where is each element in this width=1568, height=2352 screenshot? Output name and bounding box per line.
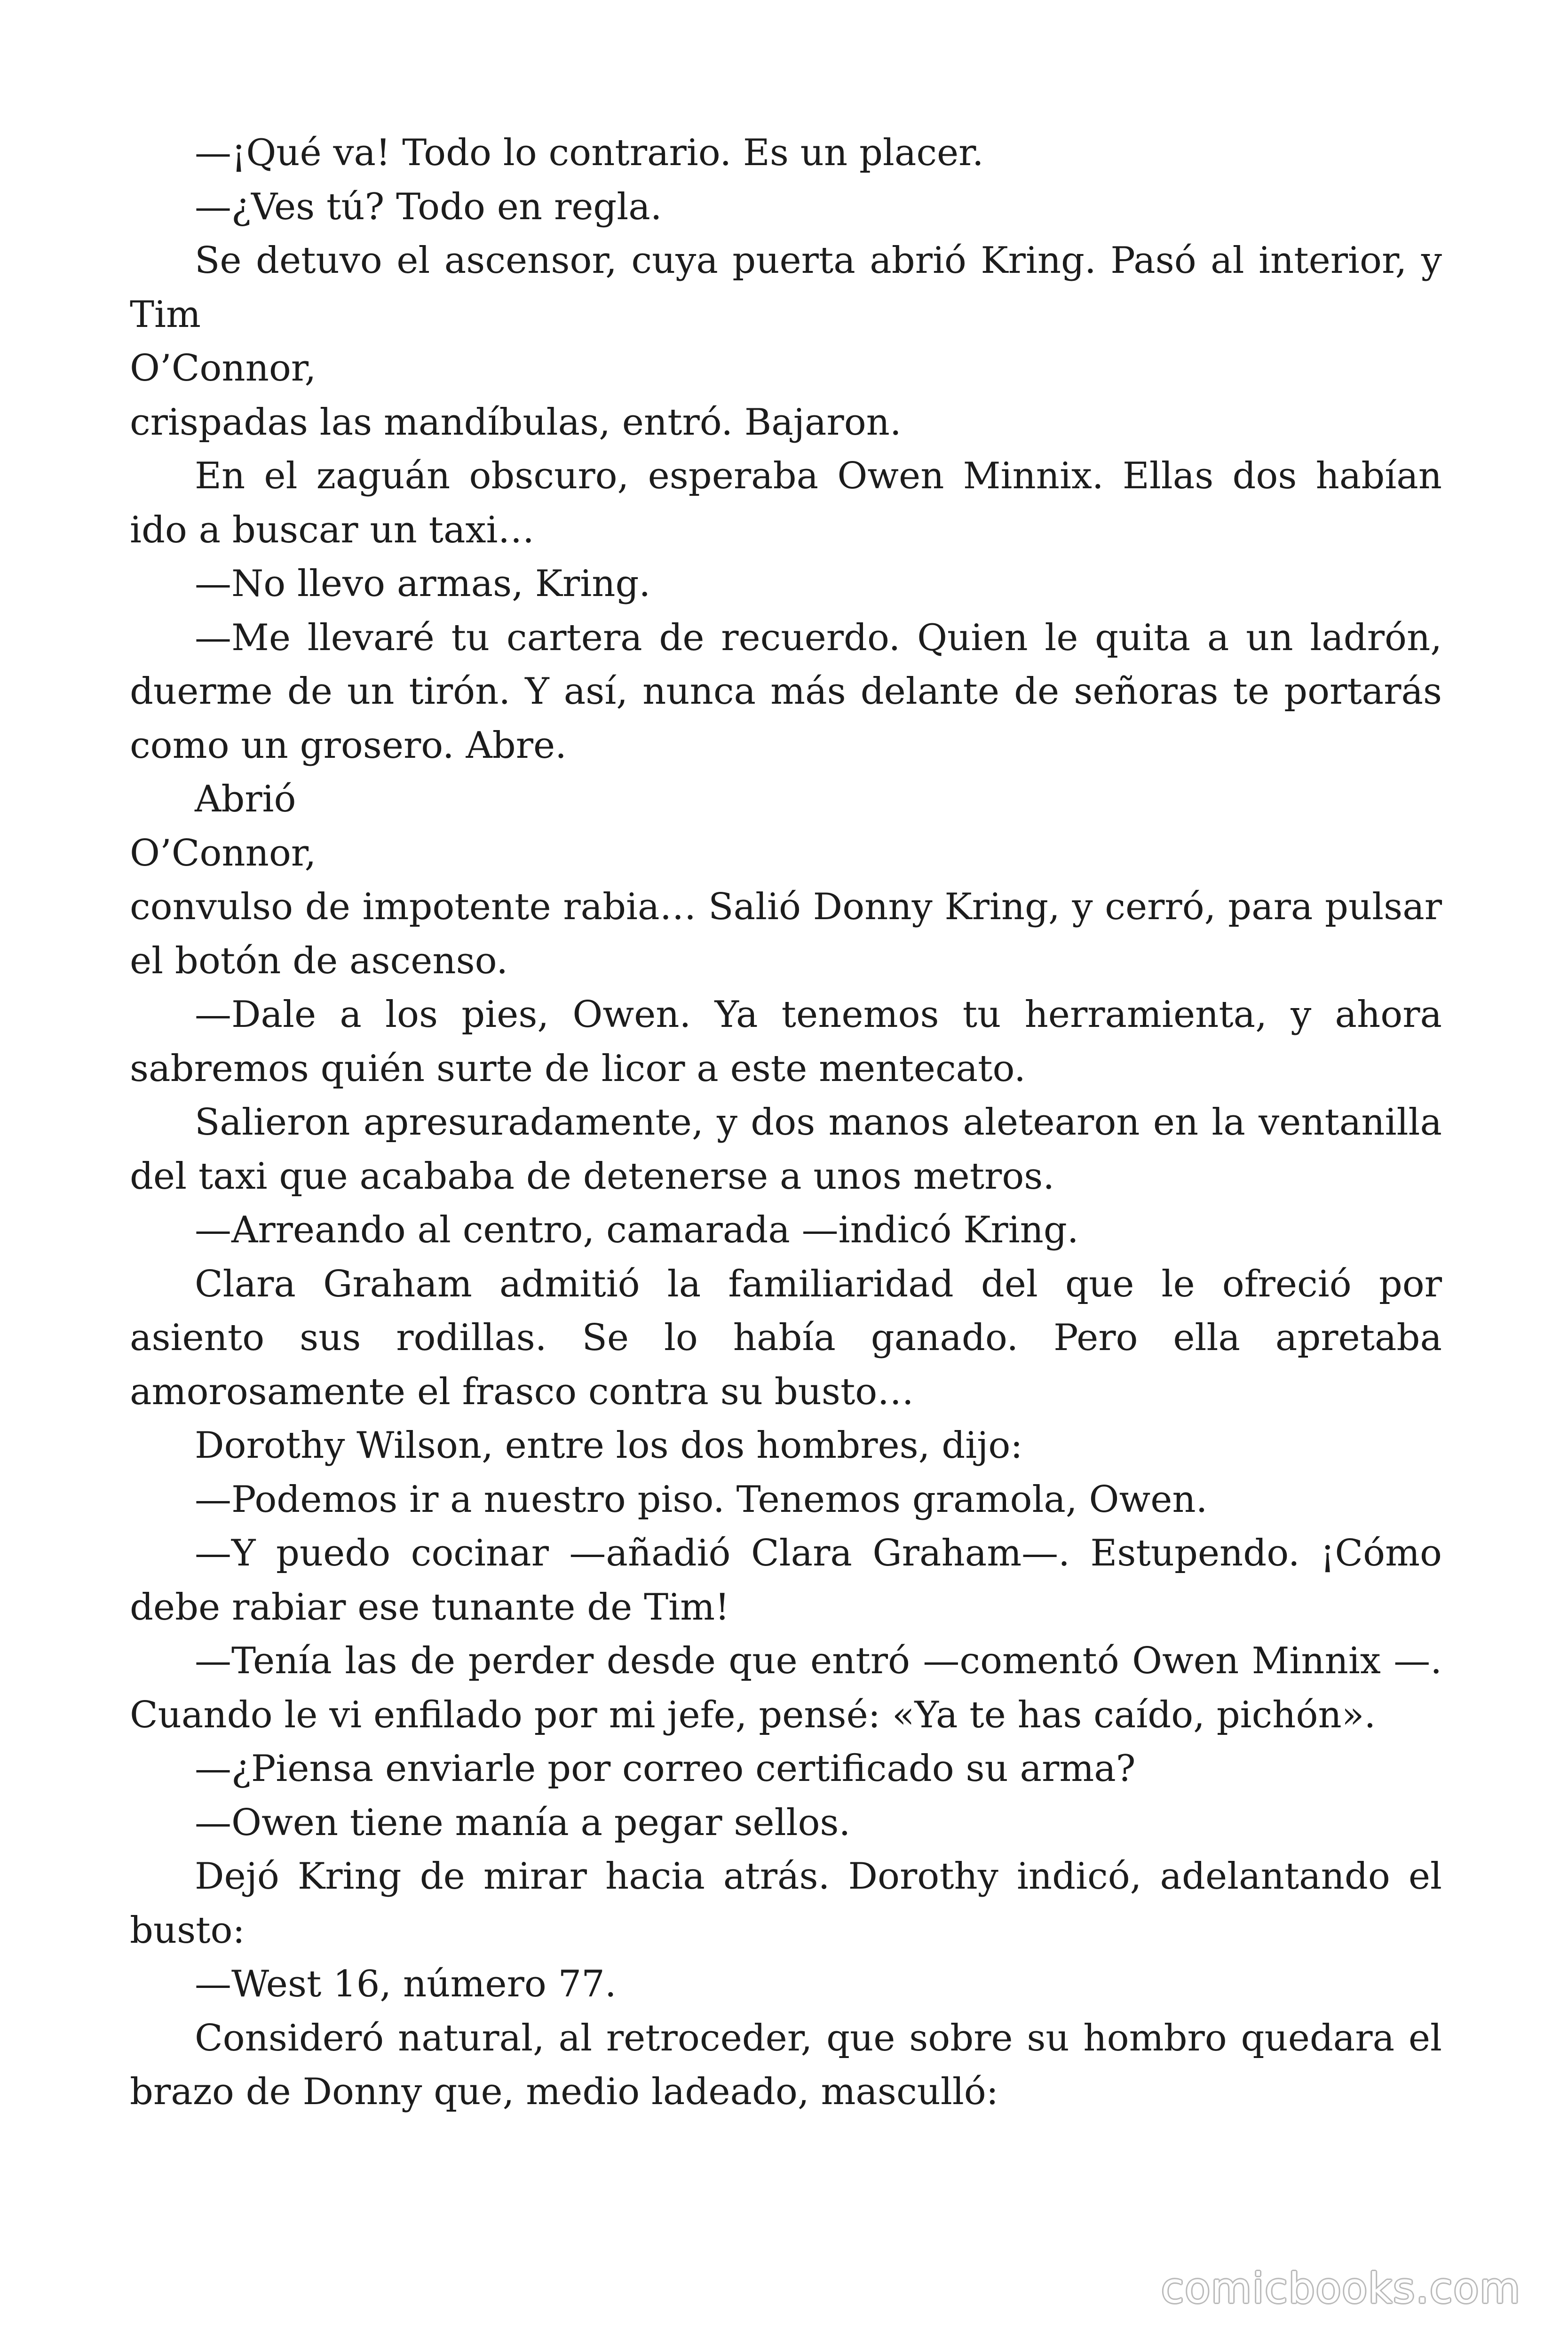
paragraph: Consideró natural, al retroceder, que sobre su hombro quedara el brazo de Donny que, medio ladeado, masculló: xyxy=(130,2017,1442,2113)
paragraph: Salieron apresuradamente, y dos manos aletearon en la ventanilla del taxi que acababa de detenerse a unos metros. xyxy=(130,1101,1442,1198)
paragraph: —Podemos ir a nuestro piso. Tenemos gramola, Owen. xyxy=(195,1478,1208,1521)
paragraph: O’Connor, xyxy=(130,347,317,389)
paragraph: —Me llevaré tu cartera de recuerdo. Quien le quita a un ladrón, duerme de un tirón. Y así, nunca más delante de señoras te portarás como un grosero. Abre. xyxy=(130,616,1442,767)
paragraph: —No llevo armas, Kring. xyxy=(195,563,651,605)
paragraph: Dorothy Wilson, entre los dos hombres, dijo: xyxy=(195,1424,1023,1467)
paragraph: Dejó Kring de mirar hacia atrás. Dorothy indicó, adelantando el busto: xyxy=(130,1855,1442,1952)
body-text xyxy=(130,126,1442,2119)
paragraph: —¡Qué va! Todo lo contrario. Es un placer. xyxy=(195,132,984,174)
paragraph: —Y puedo cocinar —añadió Clara Graham—. Estupendo. ¡Cómo debe rabiar ese tunante de Tim! xyxy=(130,1532,1442,1629)
paragraph: —Tenía las de perder desde que entró —comentó Owen Minnix —. Cuando le vi enfilado por mi jefe, pensé: «Ya te has caído, pichón». xyxy=(130,1640,1442,1736)
paragraph: —¿Ves tú? Todo en regla. xyxy=(195,185,662,228)
paragraph: Clara Graham admitió la familiaridad del que le ofreció por asiento sus rodillas. Se lo había ganado. Pero ella apretaba amorosamente el frasco contra su busto… xyxy=(130,1263,1442,1413)
paragraph: —Dale a los pies, Owen. Ya tenemos tu herramienta, y ahora sabremos quién surte de licor a este mentecato. xyxy=(130,993,1442,1090)
paragraph: —¿Piensa enviarle por correo certificado su arma? xyxy=(195,1748,1136,1790)
paragraph: —Owen tiene manía a pegar sellos. xyxy=(195,1801,851,1844)
paragraph: crispadas las mandíbulas, entró. Bajaron. xyxy=(130,401,902,444)
paragraph: O’Connor, xyxy=(130,832,317,874)
paragraph: Se detuvo el ascensor, cuya puerta abrió Kring. Pasó al interior, y Tim xyxy=(130,239,1442,336)
paragraph: —West 16, número 77. xyxy=(195,1963,617,2005)
paragraph: convulso de impotente rabia… Salió Donny Kring, y cerró, para pulsar el botón de ascenso. xyxy=(130,886,1442,982)
watermark-text: comicbooks.com xyxy=(1161,2264,1521,2312)
paragraph: Abrió xyxy=(195,778,296,820)
paragraph: —Arreando al centro, camarada —indicó Kring. xyxy=(195,1209,1079,1251)
paragraph: En el zaguán obscuro, esperaba Owen Minnix. Ellas dos habían ido a buscar un taxi… xyxy=(130,455,1442,551)
